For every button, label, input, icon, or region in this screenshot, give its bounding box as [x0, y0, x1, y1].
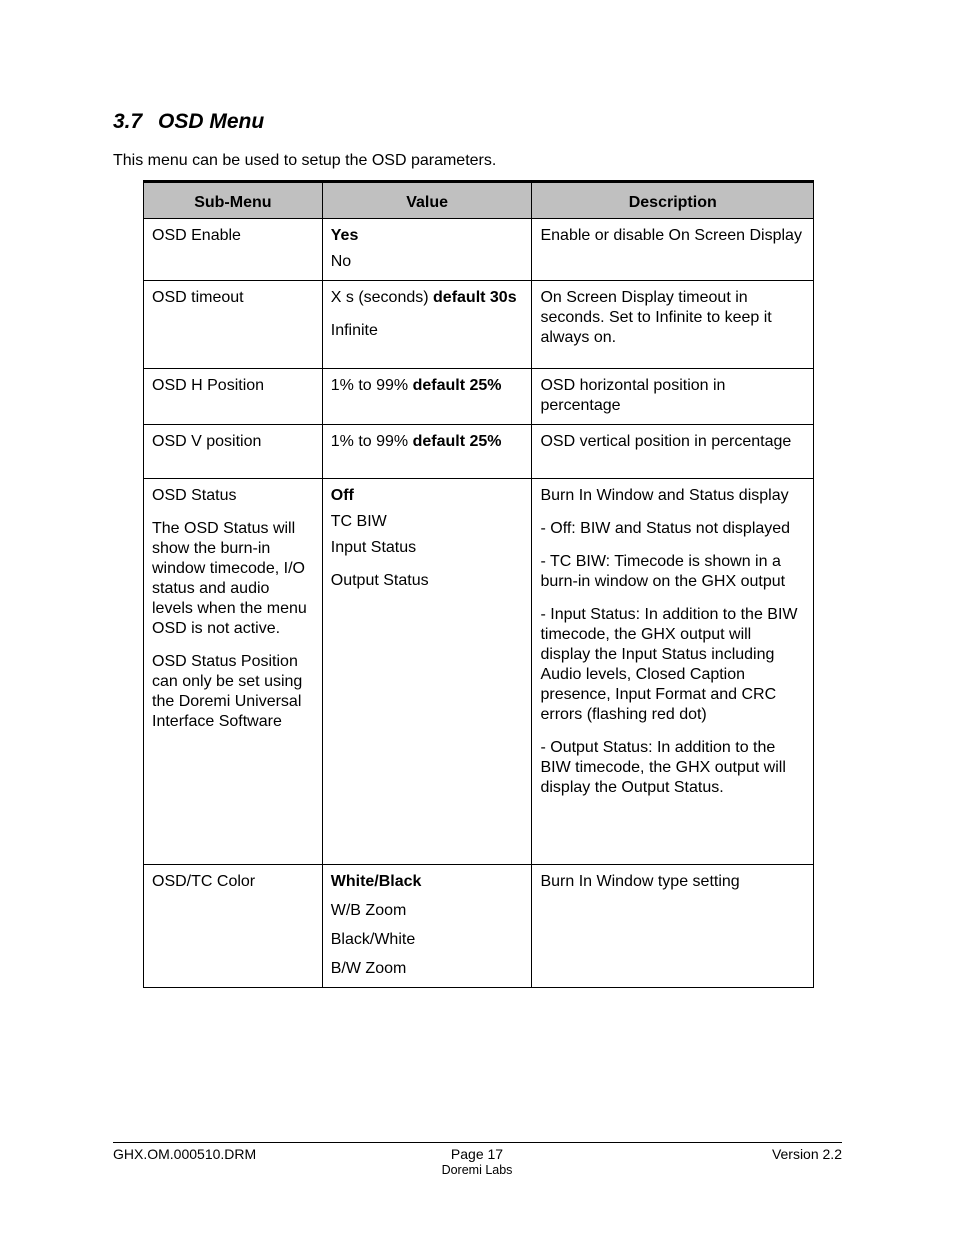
value-list — [331, 872, 524, 979]
description-text: - Off: BIW and Status not displayed — [540, 520, 791, 537]
submenu-cell — [144, 865, 323, 988]
value-option: Infinite — [330, 322, 378, 339]
table-row — [144, 865, 814, 988]
submenu-label: OSD V position — [152, 433, 262, 450]
header-submenu: Sub-Menu — [144, 182, 323, 219]
value-option: B/W Zoom — [330, 960, 407, 977]
value-text: 1% to 99% — [330, 377, 409, 394]
table-header-row — [144, 182, 814, 219]
section-title: OSD Menu — [158, 110, 265, 133]
submenu-label: OSD/TC Color — [152, 873, 256, 890]
default-value: default 25% — [412, 433, 502, 450]
description-text: OSD vertical position in percentage — [540, 433, 792, 450]
submenu-note: OSD Status Position can only be set using the Doremi Universal Interface Software — [152, 653, 303, 730]
value-option: W/B Zoom — [330, 902, 407, 919]
header-value: Value — [322, 182, 532, 219]
value-option — [331, 376, 524, 396]
description-cell — [532, 865, 814, 988]
description-text: - TC BIW: Timecode is shown in a burn-in window on the GHX output — [540, 553, 786, 590]
description-cell — [532, 281, 814, 369]
value-option: Output Status — [330, 572, 429, 589]
value-option — [331, 432, 524, 452]
table-row — [144, 369, 814, 425]
value-cell — [322, 281, 532, 369]
default-value: default 30s — [433, 289, 517, 306]
submenu-label: OSD Status — [152, 487, 237, 504]
value-text: X s (seconds) — [330, 289, 429, 306]
value-cell — [322, 369, 532, 425]
submenu-label: OSD timeout — [152, 289, 244, 306]
value-option: Black/White — [330, 931, 416, 948]
submenu-cell — [144, 425, 323, 479]
footer-doc-id: GHX.OM.000510.DRM — [113, 1146, 257, 1162]
value-option: White/Black — [330, 873, 422, 890]
description-text: Enable or disable On Screen Display — [540, 227, 802, 244]
description-cell — [532, 219, 814, 281]
value-option: No — [330, 253, 352, 270]
description-cell — [532, 479, 814, 865]
submenu-label: OSD H Position — [152, 377, 265, 394]
value-option: Yes — [330, 227, 359, 244]
description-cell — [532, 425, 814, 479]
intro-text: This menu can be used to setup the OSD parameters. — [113, 152, 497, 169]
value-option: Off — [330, 487, 354, 504]
section-number: 3.7 — [113, 110, 143, 133]
description-text: - Input Status: In addition to the BIW timecode, the GHX output will display the Input Status including Audio levels, Closed Caption presence, Input Format and CRC errors (flashing red dot) — [540, 606, 798, 723]
page-number: Page 17 — [450, 1146, 504, 1162]
value-option: TC BIW — [330, 513, 387, 530]
description-text: Burn In Window type setting — [540, 873, 740, 890]
value-option: Input Status — [330, 539, 417, 556]
osd-menu-table — [143, 180, 814, 988]
value-option — [331, 288, 524, 308]
footer-version: Version 2.2 — [771, 1146, 842, 1162]
footer-company: Doremi Labs — [441, 1163, 513, 1177]
description-text: Burn In Window and Status display — [540, 487, 789, 504]
description-text: On Screen Display timeout in seconds. Set to Infinite to keep it always on. — [540, 289, 772, 346]
description-cell — [532, 369, 814, 425]
table-row — [144, 479, 814, 865]
description-text: - Output Status: In addition to the BIW timecode, the GHX output will display the Output Status. — [540, 739, 786, 796]
value-cell — [322, 479, 532, 865]
submenu-label: OSD Enable — [152, 227, 241, 244]
submenu-cell — [144, 369, 323, 425]
table-row — [144, 425, 814, 479]
submenu-cell — [144, 281, 323, 369]
value-cell — [322, 219, 532, 281]
header-description: Description — [532, 182, 814, 219]
description-text: OSD horizontal position in percentage — [540, 377, 726, 414]
value-cell — [322, 865, 532, 988]
footer-divider — [113, 1142, 842, 1143]
submenu-note: The OSD Status will show the burn-in window timecode, I/O status and audio levels when the menu OSD is not active. — [152, 520, 307, 637]
default-value: default 25% — [412, 377, 502, 394]
value-cell — [322, 425, 532, 479]
submenu-cell — [144, 479, 323, 865]
section-heading — [113, 110, 264, 134]
table-row — [144, 219, 814, 281]
table-row — [144, 281, 814, 369]
submenu-cell — [144, 219, 323, 281]
value-text: 1% to 99% — [330, 433, 409, 450]
